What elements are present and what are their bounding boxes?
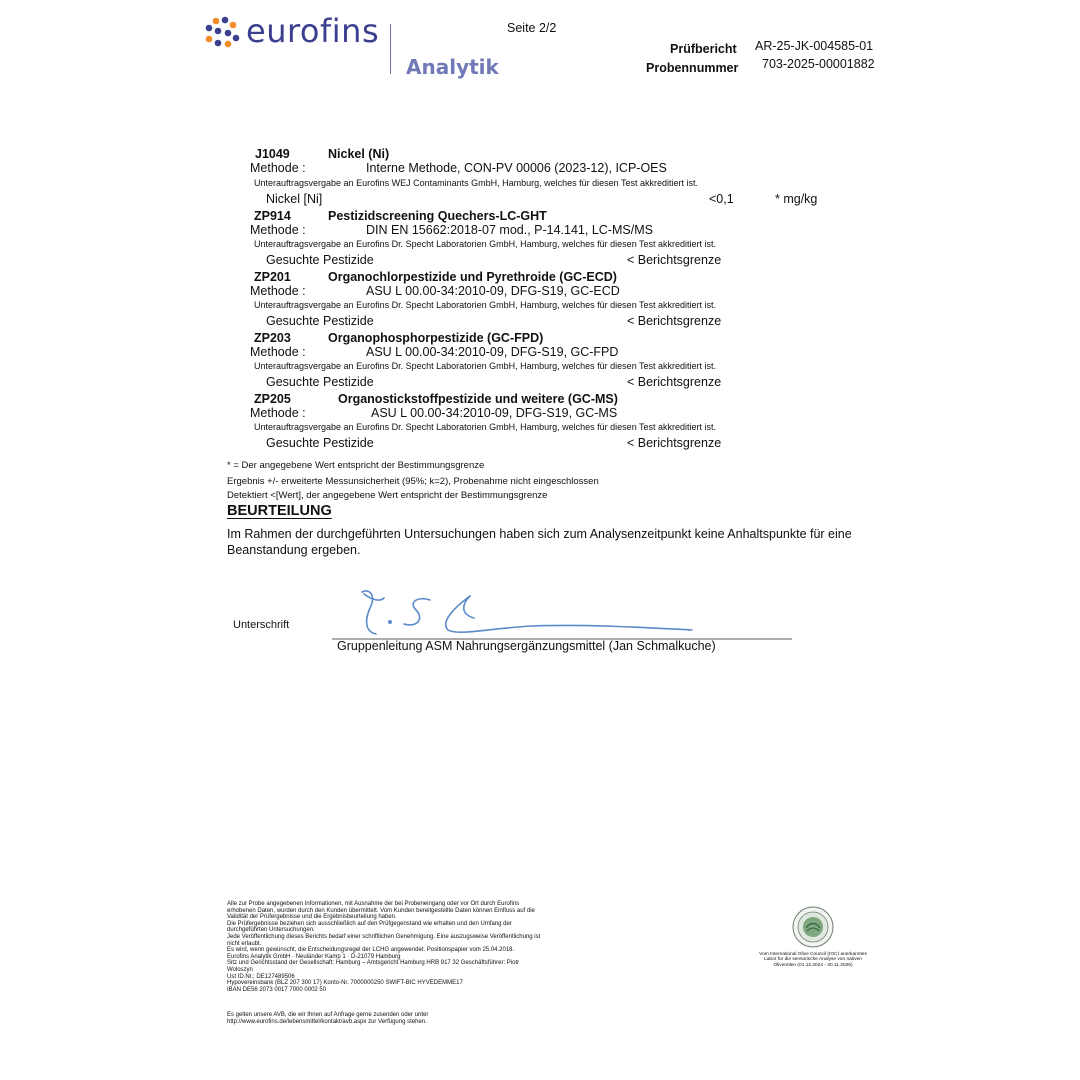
footnote: * = Der angegebene Wert entspricht der Bestimmungsgrenze bbox=[227, 460, 485, 471]
section-code: ZP201 bbox=[254, 270, 291, 284]
footer-line: Hypovereinsbank (BLZ 207 300 17) Konto-Nr. 7000000250 SWIFT-BIC HYVEDEMME17 bbox=[227, 980, 463, 987]
method-value: ASU L 00.00-34:2010-09, DFG-S19, GC-FPD bbox=[366, 345, 619, 359]
footer-line: Eurofins Analytik GmbH · Neuländer Kamp 1 · D-21079 Hamburg bbox=[227, 953, 401, 960]
method-label: Methode : bbox=[250, 284, 306, 298]
result-value: < Berichtsgrenze bbox=[627, 375, 722, 389]
subcontract-note: Unterauftragsvergabe an Eurofins Dr. Specht Laboratorien GmbH, Hamburg, welches für diesen Test akkreditiert ist. bbox=[254, 300, 717, 310]
footer-line: Alle zur Probe angegebenen Informationen, mit Ausnahme der bei Probeneingang oder vor Ort durch Eurofins bbox=[227, 901, 520, 907]
method-value: DIN EN 15662:2018-07 mod., P-14.141, LC-MS/MS bbox=[366, 223, 653, 237]
footer-line: Es wird, wenn gewünscht, die Entscheidungsregel der LCHG angewendet. Positionspapier vom 25.04.2018. bbox=[227, 947, 515, 954]
ioc-seal-icon bbox=[792, 906, 834, 948]
result-value: < Berichtsgrenze bbox=[627, 314, 722, 328]
eurofins-logo bbox=[203, 16, 241, 52]
subcontract-note: Unterauftragsvergabe an Eurofins WEJ Contaminants GmbH, Hamburg, welches für diesen Test akkreditiert ist. bbox=[254, 178, 699, 188]
subcontract-note: Unterauftragsvergabe an Eurofins Dr. Specht Laboratorien GmbH, Hamburg, welches für diesen Test akkreditiert ist. bbox=[254, 239, 717, 249]
result-name: Gesuchte Pestizide bbox=[266, 253, 374, 267]
footer-line: durchgeführten Untersuchungen. bbox=[227, 927, 315, 934]
brand-name: eurofins bbox=[246, 12, 380, 50]
signature-label: Unterschrift bbox=[233, 619, 290, 631]
footer-line: Woloszyn bbox=[227, 966, 253, 973]
section-title: Pestizidscreening Quechers-LC-GHT bbox=[328, 209, 547, 223]
result-name: Nickel [Ni] bbox=[266, 192, 323, 206]
result-value: < Berichtsgrenze bbox=[627, 436, 722, 450]
footer-line: Ust ID.Nr.: DE127489506 bbox=[227, 973, 295, 980]
sample-label: Probennummer bbox=[646, 61, 739, 75]
section-title: Organochlorpestizide und Pyrethroide (GC-ECD) bbox=[328, 270, 617, 284]
section-title: Organostickstoffpestizide und weitere (GC-MS) bbox=[338, 392, 618, 406]
ioc-caption bbox=[753, 952, 873, 968]
handwritten-signature-icon bbox=[332, 578, 792, 640]
logo-dots-icon bbox=[203, 16, 241, 52]
section-title: Nickel (Ni) bbox=[328, 147, 390, 161]
result-unit: * mg/kg bbox=[775, 192, 818, 206]
signature-image bbox=[332, 578, 792, 640]
division-name: Analytik bbox=[406, 55, 499, 79]
avb-line: Es gelten unsere AVB, die wir Ihnen auf Anfrage gerne zusenden oder unter bbox=[227, 1012, 429, 1018]
page-number: Seite 2/2 bbox=[507, 21, 557, 35]
avb-footer bbox=[227, 1012, 577, 1025]
signature-role: Gruppenleitung ASM Nahrungsergänzungsmittel (Jan Schmalkuche) bbox=[337, 639, 716, 653]
method-value: Interne Methode, CON-PV 00006 (2023-12), ICP-OES bbox=[366, 161, 667, 175]
method-label: Methode : bbox=[250, 161, 306, 175]
footer-line: Die Prüfergebnisse beziehen sich ausschließlich auf den Prüfgegenstand wie erhalten und den Umfang der bbox=[227, 920, 512, 927]
sample-number: 703-2025-00001882 bbox=[762, 57, 875, 71]
section-title: Organophosphorpestizide (GC-FPD) bbox=[328, 331, 544, 345]
legal-footer bbox=[227, 901, 577, 993]
assessment-heading: BEURTEILUNG bbox=[227, 503, 332, 519]
footer-line: nicht erlaubt. bbox=[227, 940, 262, 947]
method-label: Methode : bbox=[250, 223, 306, 237]
method-label: Methode : bbox=[250, 406, 306, 420]
assessment-text: Im Rahmen der durchgeführten Untersuchungen haben sich zum Analysenzeitpunkt keine Anhaltspunkte für eine Beanstandung ergeben. bbox=[227, 527, 852, 557]
section-code: ZP205 bbox=[254, 392, 291, 406]
ioc-line: Labor für die sensorische Analyse von nativen bbox=[764, 957, 862, 963]
footer-line: erhobenen Daten, wurden durch den Kunden übermittelt. Vom Kunden bereitgestellte Daten können Einfluss auf die bbox=[227, 907, 535, 914]
footnote: Ergebnis +/- erweiterte Messunsicherheit (95%; k=2), Probenahme nicht eingeschlossen bbox=[227, 476, 599, 487]
ioc-line: Olivenölen (01.12.2024 - 30.11.2025) bbox=[773, 962, 853, 968]
ioc-line: Vom International Olive Council (IOC) anerkanntes bbox=[759, 952, 867, 957]
result-value: <0,1 bbox=[709, 192, 734, 206]
report-number: AR-25-JK-004585-01 bbox=[755, 39, 874, 53]
footer-line: Validität der Prüfergebnisse und die Ergebnisbeurteilung haben. bbox=[227, 914, 397, 921]
result-value: < Berichtsgrenze bbox=[627, 253, 722, 267]
ioc-seal bbox=[792, 906, 834, 948]
result-name: Gesuchte Pestizide bbox=[266, 314, 374, 328]
section-code: ZP203 bbox=[254, 331, 291, 345]
header-divider bbox=[390, 24, 391, 74]
avb-link[interactable]: http://www.eurofins.de/lebensmittel/kontakt/avb.aspx zur Verfügung stehen. bbox=[227, 1018, 427, 1025]
footer-line: IBAN DE56 2073 0017 7000 0002 50 bbox=[227, 986, 327, 993]
method-value: ASU L 00.00-34:2010-09, DFG-S19, GC-MS bbox=[371, 406, 618, 420]
method-value: ASU L 00.00-34:2010-09, DFG-S19, GC-ECD bbox=[366, 284, 620, 298]
footer-line: Jede Veröffentlichung dieses Berichts bedarf einer schriftlichen Genehmigung. Eine auszugsweise Veröffentlichung ist bbox=[227, 933, 541, 940]
subcontract-note: Unterauftragsvergabe an Eurofins Dr. Specht Laboratorien GmbH, Hamburg, welches für diesen Test akkreditiert ist. bbox=[254, 422, 717, 432]
result-name: Gesuchte Pestizide bbox=[266, 436, 374, 450]
section-code: J1049 bbox=[255, 147, 290, 161]
subcontract-note: Unterauftragsvergabe an Eurofins Dr. Specht Laboratorien GmbH, Hamburg, welches für diesen Test akkreditiert ist. bbox=[254, 361, 717, 371]
result-name: Gesuchte Pestizide bbox=[266, 375, 374, 389]
footer-line: Sitz und Gerichtsstand der Gesellschaft: Hamburg – Amtsgericht Hamburg HRB 917 32 Geschäftsführer: Piotr bbox=[227, 960, 520, 967]
report-label: Prüfbericht bbox=[670, 42, 737, 56]
footnote: Detektiert <[Wert], der angegebene Wert entspricht der Bestimmungsgrenze bbox=[227, 490, 548, 501]
section-code: ZP914 bbox=[254, 209, 291, 223]
method-label: Methode : bbox=[250, 345, 306, 359]
